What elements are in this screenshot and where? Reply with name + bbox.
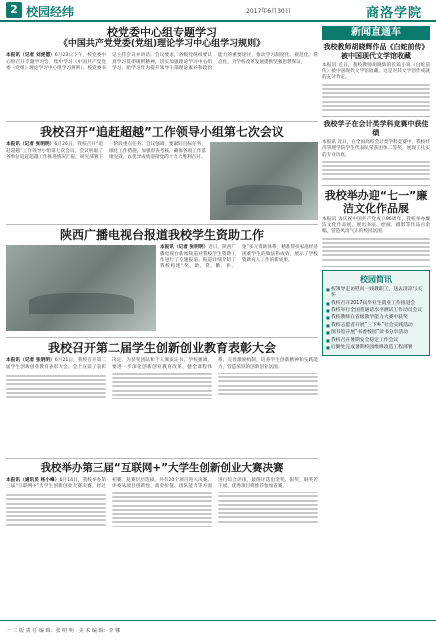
sidebar-article-accounting <box>322 120 430 186</box>
article-byline: 本报讯（记者 刘虎德） <box>6 53 55 59</box>
article-study-session <box>6 26 318 122</box>
page-footer <box>0 620 436 640</box>
briefs-title: 校园简讯 <box>360 274 392 284</box>
brief-item: ■ 我校召开2017届毕业生就业工作推进会 <box>326 301 426 307</box>
page-header <box>0 0 436 22</box>
brief-item: ■ 校领导走访慰问一线教职工，送去清凉与关怀 <box>326 287 426 300</box>
newspaper-masthead: 商洛学院 <box>366 6 423 21</box>
article-headline: 我校举办第三届“互联网+”大学生创新创业大赛决赛 <box>40 462 284 474</box>
page-number: 2 <box>6 2 22 18</box>
article-kicker: 校党委中心组专题学习 <box>107 26 217 39</box>
sidebar-headline: 我校学子在会计类学科竞赛中获佳绩 <box>323 120 429 138</box>
article-content <box>6 245 318 331</box>
sidebar-headline: 我校教师胡晓辉作品《白蛇前传》被中国现代文学馆收藏 <box>323 43 429 60</box>
text-continuation <box>6 492 318 526</box>
sidebar-article-collection <box>322 43 430 117</box>
article-headline: 我校召开第二届学生创新创业教育表彰大会 <box>47 341 276 355</box>
article-body <box>6 53 318 72</box>
meeting-photo <box>210 142 318 220</box>
report-photo <box>6 245 156 331</box>
article-byline: 本报讯（通讯员 杨小峰） <box>6 477 60 483</box>
article-body <box>6 478 318 490</box>
article-content <box>6 142 318 220</box>
article-text: 6月23日下午，校党委中心组召开专题学习会，集中学习《中国共产党党委（党组）理论学习中心组学习规则》。校党委书记主持会议并讲话。会议要求，各级党组织要认真学习贯彻规则精神，切实加强理论学习中心组学习，把学习作为提升领导干部理论素养和政治能力的重要途径，推动学习制度化、规范化、常态化，为学校改革发展提供坚强思想保证。 <box>6 53 318 71</box>
text-continuation <box>322 238 430 261</box>
sidebar-headline: 我校举办迎“七一”廉洁文化作品展 <box>324 188 428 215</box>
article-byline: 本报讯（记者 张明明） <box>6 142 55 148</box>
article-text: 6月14日，我校举办第三届“互联网+”大学生创新创业大赛决赛。经过初赛、复赛层层选拔，共有20个项目进入决赛。评委从项目创新性、商业价值、团队能力等方面进行综合评审，最终评选出金奖、银奖、铜奖若干项，优秀项目将推荐参加省赛。 <box>6 477 318 489</box>
sidebar-body: 本报讯 近日，在全国高校会计类学科竞赛中，我校经济管理学院学生代表队荣获团体二等奖，展现了扎实的专业功底。 <box>322 140 430 158</box>
article-catch-up-meeting <box>6 125 318 225</box>
sidebar-column <box>322 26 430 616</box>
text-continuation <box>6 373 318 399</box>
brief-item: ■ 我校教师在省级教学能力大赛中获奖 <box>326 315 426 321</box>
article-body <box>160 245 318 331</box>
article-body <box>6 142 206 220</box>
article-text: 近日，陕西广播电视台新闻频道对我校学生资助工作进行了专题报道。报道详细介绍了我校构建“奖、助、贷、勤、补、免”多元资助体系，精准帮扶家庭经济困难学生的做法和成效，展示了学校资助育人工作的新成果。 <box>160 245 318 269</box>
article-byline: 本报讯（记者 张明明） <box>6 358 55 364</box>
article-innovation-awards <box>6 341 318 459</box>
sidebar-body: 本报讯 为庆祝中国共产党成立96周年，我校举办廉洁文化作品展，展出书法、绘画、摄影等作品百余幅，营造风清气正的校园氛围。 <box>322 216 430 235</box>
brief-item: ■ 图书馆开展“书香校园”读书分享活动 <box>326 330 426 336</box>
article-headline: 我校召开“追赶超越”工作领导小组第七次会议 <box>40 125 284 139</box>
brief-item: ■ 我校召开暑期安全稳定工作会议 <box>326 338 426 344</box>
issue-date: 2017年6月30日 <box>246 8 291 15</box>
main-column <box>6 26 318 616</box>
sidebar-article-exhibition <box>322 189 430 267</box>
editor-credits: 一 二 版 责 任 编 辑：张 明 明 美 术 编 辑：李 娜 <box>6 628 121 634</box>
article-text: 6月21日，我校召开第二届学生创新创业教育表彰大会。会上宣读了表彰决定，为获奖团队和个人颁发证书。学校强调，要进一步深化创新创业教育改革，健全课程体系，完善激励机制，培养学生创新精神和实践能力，营造浓厚的创新创业氛围。 <box>6 358 318 370</box>
article-headline: 《中国共产党党委(党组)理论学习中心组学习规则》 <box>58 39 266 50</box>
brief-item: ■ 我校志愿者开展“三下乡”社会实践活动 <box>326 323 426 329</box>
news-express-banner: 新闻直通车 <box>322 26 430 40</box>
article-byline: 本报讯（记者 张明明） <box>160 245 209 251</box>
article-tv-report <box>6 228 318 338</box>
brief-item: ■ 我校举行全国普通话水平测试工作动员会议 <box>326 308 426 314</box>
article-headline: 陕西广播电视台报道我校学生资助工作 <box>59 228 264 242</box>
article-startup-contest <box>6 462 318 612</box>
text-continuation <box>322 84 430 111</box>
article-text: 6月26日，我校召开“追赶超越”工作领导小组第七次会议。会议听取了各单位追赶超越工作推进情况汇报，研究部署下一阶段重点任务。会议强调，要紧盯目标任务，细化工作措施，加强督查考核，确保各项工作落地见效，以优异成绩迎接党的十九大胜利召开。 <box>6 142 206 160</box>
brief-item: ■ 后勤处完成暑期校园维修改造工程部署 <box>326 345 426 351</box>
campus-briefs <box>322 270 430 357</box>
section-title: 校园经纬 <box>26 5 75 19</box>
sidebar-body: 本报讯 近日，我校教师胡晓辉的长篇小说《白蛇前传》被中国现代文学馆收藏，这是对其文学创作成就的充分肯定。 <box>322 63 430 81</box>
article-body <box>6 358 318 370</box>
text-continuation <box>322 161 430 180</box>
